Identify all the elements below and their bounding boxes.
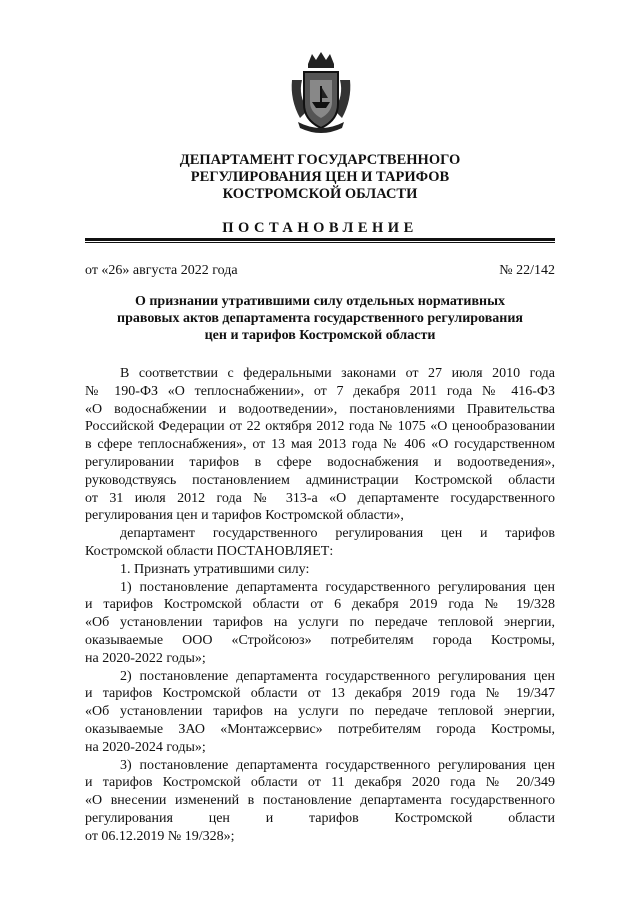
body-line: руководствуясь постановлением администрации Костромской области — [85, 472, 555, 488]
body-line: и тарифов Костромской области от 13 декабря 2019 года № 19/347 — [85, 686, 555, 702]
body-line: В соответствии с федеральными законами от 27 июля 2010 года — [120, 366, 555, 381]
body-line: регулировании тарифов в сфере водоснабжения и водоотведения», — [85, 455, 555, 470]
body-line: регулирования цен и тарифов Костромской области — [85, 811, 555, 826]
header-rule-thin — [85, 242, 555, 243]
body-line: оказываемые ООО «Стройсоюз» потребителям города Костромы, — [85, 633, 555, 648]
body-line: 1) постановление департамента государственного регулирования цен — [120, 579, 555, 595]
body-line: оказываемые ЗАО «Монтажсервис» потребителям города Костромы, — [85, 722, 555, 737]
document-type-title: ПОСТАНОВЛЕНИЕ — [222, 220, 418, 236]
body-line: регулирования цен и тарифов Костромской области», — [85, 508, 404, 524]
coat-of-arms-icon — [288, 50, 354, 134]
body-line: от 06.12.2019 № 19/328»; — [85, 828, 235, 844]
body-line: Российской Федерации от 22 октября 2012 года № 1075 «О ценообразовании — [85, 419, 555, 435]
body-line: на 2020-2024 годы»; — [85, 739, 206, 755]
body-line: и тарифов Костромской области от 6 декабря 2019 года № 19/328 — [85, 597, 555, 613]
body-line: на 2020-2022 годы»; — [85, 650, 206, 666]
header-line-2: РЕГУЛИРОВАНИЯ ЦЕН И ТАРИФОВ — [190, 169, 450, 185]
header-rule-thick — [85, 238, 555, 241]
body-line: «Об установлении тарифов на услуги по передаче тепловой энергии, — [85, 704, 555, 720]
body-line: 1. Признать утратившими силу: — [120, 561, 310, 577]
document-number: № 22/142 — [499, 263, 555, 278]
body-line: «Об установлении тарифов на услуги по передаче тепловой энергии, — [85, 615, 555, 631]
body-line: 3) постановление департамента государственного регулирования цен — [120, 757, 555, 773]
header-line-3: КОСТРОМСКОЙ ОБЛАСТИ — [222, 186, 418, 202]
body-line: «О внесении изменений в постановление департамента государственного — [85, 793, 555, 809]
subject-line-2: правовых актов департамента государственного регулирования — [117, 311, 523, 326]
body-line: и тарифов Костромской области от 11 декабря 2020 года № 20/349 — [85, 775, 555, 791]
body-line: в сфере теплоснабжения», от 13 мая 2013 года № 406 «О государственном — [85, 437, 555, 453]
subject-line-3: цен и тарифов Костромской области — [204, 328, 436, 343]
body-line: Костромской области ПОСТАНОВЛЯЕТ: — [85, 544, 334, 559]
body-line: «О водоснабжении и водоотведении», постановлениями Правительства — [85, 401, 555, 417]
document-date: от «26» августа 2022 года — [85, 263, 238, 278]
subject-line-1: О признании утратившими силу отдельных нормативных — [134, 294, 506, 309]
body-line: от 31 июля 2012 года № 313-а «О департаменте государственного — [85, 490, 555, 506]
header-line-1: ДЕПАРТАМЕНТ ГОСУДАРСТВЕННОГО — [179, 152, 461, 168]
body-line: департамент государственного регулирования цен и тарифов — [120, 526, 555, 542]
body-line: 2) постановление департамента государственного регулирования цен — [120, 668, 555, 684]
body-line: № 190-ФЗ «О теплоснабжении», от 7 декабря 2011 года № 416-ФЗ — [85, 383, 555, 399]
